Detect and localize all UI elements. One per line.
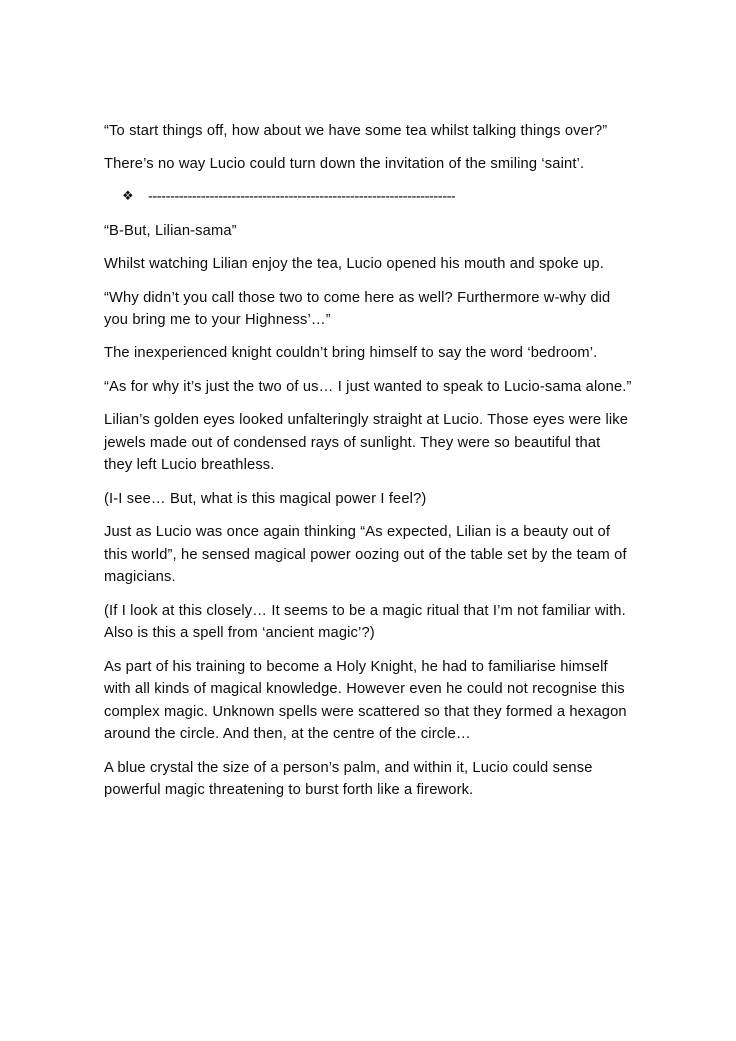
paragraph: “Why didn’t you call those two to come here as well? Furthermore w-why did you bring me to your Highness’…” [104, 289, 611, 328]
divider-rule: ---------------------------------------------------------------------- [148, 188, 456, 205]
paragraph: “As for why it’s just the two of us… I just wanted to speak to Lucio-sama alone.” [104, 378, 632, 395]
document-body [104, 120, 632, 813]
diamond-bullet-icon: ❖ [122, 187, 134, 203]
paragraph: (If I look at this closely… It seems to be a magic ritual that I’m not familiar with. Also is this a spell from ‘ancient magic’?) [104, 602, 626, 642]
section-divider [104, 187, 632, 208]
paragraph: Lilian’s golden eyes looked unfalteringly straight at Lucio. Those eyes were like jewels made out of condensed rays of sunlight. They were so beautiful that they left Lucio breathless. [104, 412, 629, 474]
paragraph: “To start things off, how about we have some tea whilst talking things over?” [104, 123, 608, 139]
paragraph: As part of his training to become a Holy Knight, he had to familiarise himself with all kinds of magical knowledge. However even he could not recognise this complex magic. Unknown spells were scattered so that they formed a hexagon around the circle. And then, at the centre of the circle… [104, 658, 627, 743]
paragraph: “B-But, Lilian-sama” [104, 222, 237, 239]
paragraph: The inexperienced knight couldn’t bring himself to say the word ‘bedroom’. [104, 345, 598, 362]
paragraph: (I-I see… But, what is this magical power I feel?) [104, 490, 427, 507]
paragraph: A blue crystal the size of a person’s palm, and within it, Lucio could sense powerful magic threatening to burst forth like a firework. [104, 759, 593, 799]
paragraph: Just as Lucio was once again thinking “As expected, Lilian is a beauty out of this world”, he sensed magical power oozing out of the table set by the team of magicians. [104, 524, 627, 586]
paragraph: Whilst watching Lilian enjoy the tea, Lucio opened his mouth and spoke up. [104, 256, 604, 273]
paragraph: There’s no way Lucio could turn down the invitation of the smiling ‘saint’. [104, 156, 585, 173]
